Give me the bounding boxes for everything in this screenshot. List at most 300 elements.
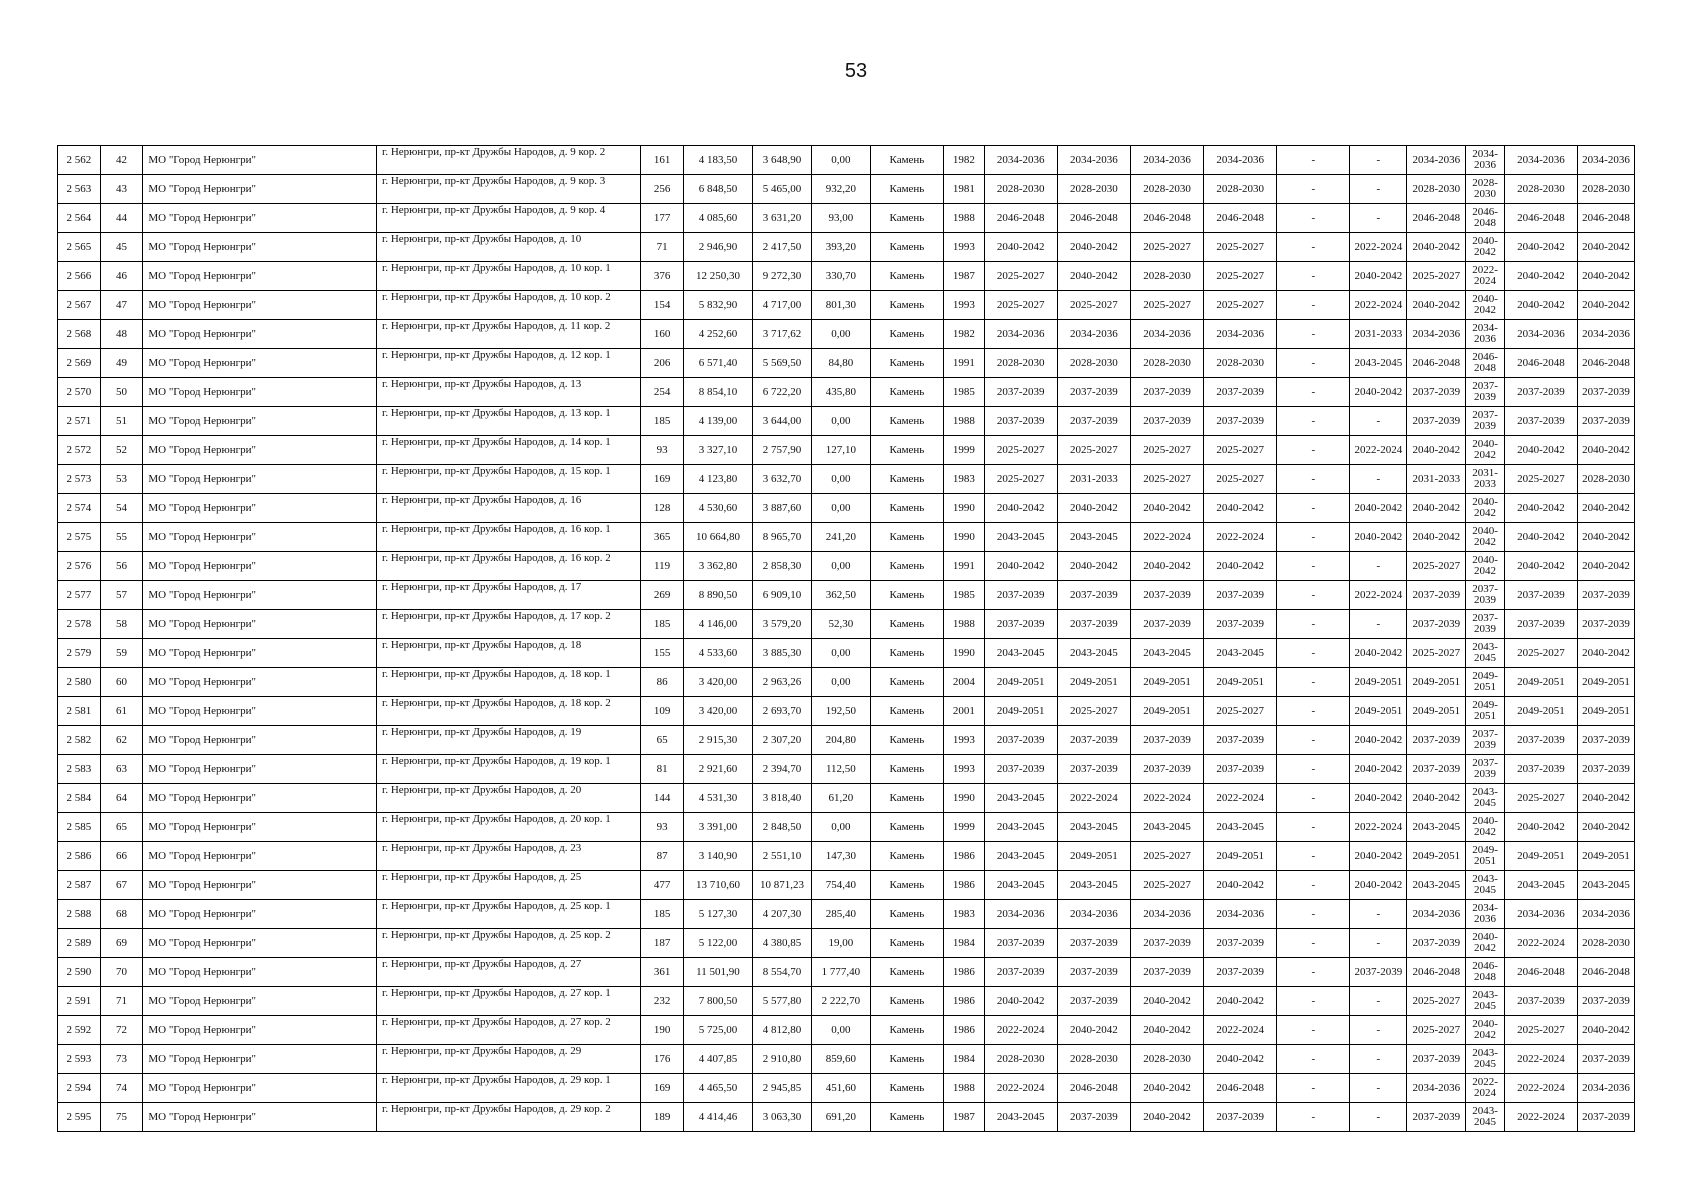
- period-4-cell: 2049-2051: [1204, 668, 1277, 697]
- period-6-cell: -: [1350, 1016, 1407, 1045]
- period-5-cell: -: [1277, 262, 1350, 291]
- period-6-cell: 2040-2042: [1350, 871, 1407, 900]
- wall-material-cell: Камень: [870, 610, 943, 639]
- nonliving-area-cell: 0,00: [811, 1016, 870, 1045]
- living-area-cell: 5 465,00: [753, 175, 812, 204]
- nonliving-area-cell: 0,00: [811, 639, 870, 668]
- mo-name-cell: МО "Город Нерюнгри": [143, 175, 377, 204]
- address-cell: г. Нерюнгри, пр-кт Дружбы Народов, д. 25: [377, 871, 641, 900]
- period-10-cell: 2037-2039: [1578, 987, 1635, 1016]
- build-year-cell: 1993: [944, 726, 985, 755]
- period-8-cell: 2034-2036: [1466, 900, 1505, 929]
- table-row: [58, 1045, 1635, 1074]
- total-area-cell: 4 414,46: [683, 1103, 752, 1132]
- period-2-cell: 2028-2030: [1057, 175, 1130, 204]
- period-2-cell: 2037-2039: [1057, 378, 1130, 407]
- period-10-cell: 2034-2036: [1578, 320, 1635, 349]
- address-cell: г. Нерюнгри, пр-кт Дружбы Народов, д. 13: [377, 378, 641, 407]
- period-8-cell: 2040-2042: [1466, 552, 1505, 581]
- period-8-cell: 2040-2042: [1466, 929, 1505, 958]
- build-year-cell: 1990: [944, 639, 985, 668]
- period-7-cell: 2037-2039: [1407, 1103, 1466, 1132]
- period-9-cell: 2049-2051: [1504, 697, 1577, 726]
- wall-material-cell: Камень: [870, 900, 943, 929]
- nonliving-area-cell: 754,40: [811, 871, 870, 900]
- period-8-cell: 2046-2048: [1466, 958, 1505, 987]
- period-2-cell: 2040-2042: [1057, 552, 1130, 581]
- period-9-cell: 2040-2042: [1504, 523, 1577, 552]
- period-8-cell: 2040-2042: [1466, 494, 1505, 523]
- period-1-cell: 2028-2030: [984, 349, 1057, 378]
- residents-count-cell: 109: [641, 697, 684, 726]
- nonliving-area-cell: 451,60: [811, 1074, 870, 1103]
- period-2-cell: 2037-2039: [1057, 755, 1130, 784]
- period-5-cell: -: [1277, 726, 1350, 755]
- total-area-cell: 13 710,60: [683, 871, 752, 900]
- total-area-cell: 3 420,00: [683, 697, 752, 726]
- table-row: [58, 320, 1635, 349]
- period-3-cell: 2040-2042: [1130, 987, 1203, 1016]
- period-1-cell: 2037-2039: [984, 407, 1057, 436]
- period-2-cell: 2031-2033: [1057, 465, 1130, 494]
- total-area-cell: 4 123,80: [683, 465, 752, 494]
- period-8-cell: 2046-2048: [1466, 204, 1505, 233]
- table-row: [58, 987, 1635, 1016]
- period-9-cell: 2049-2051: [1504, 668, 1577, 697]
- build-year-cell: 1985: [944, 581, 985, 610]
- nonliving-area-cell: 691,20: [811, 1103, 870, 1132]
- nonliving-area-cell: 84,80: [811, 349, 870, 378]
- mo-name-cell: МО "Город Нерюнгри": [143, 146, 377, 175]
- row-index-cell: 71: [100, 987, 143, 1016]
- period-4-cell: 2043-2045: [1204, 639, 1277, 668]
- period-2-cell: 2037-2039: [1057, 726, 1130, 755]
- period-4-cell: 2037-2039: [1204, 755, 1277, 784]
- row-number-cell: 2 563: [58, 175, 101, 204]
- build-year-cell: 1986: [944, 842, 985, 871]
- address-cell: г. Нерюнгри, пр-кт Дружбы Народов, д. 14 кор. 1: [377, 436, 641, 465]
- wall-material-cell: Камень: [870, 233, 943, 262]
- residents-count-cell: 65: [641, 726, 684, 755]
- period-4-cell: 2034-2036: [1204, 320, 1277, 349]
- period-3-cell: 2028-2030: [1130, 262, 1203, 291]
- row-number-cell: 2 592: [58, 1016, 101, 1045]
- residents-count-cell: 87: [641, 842, 684, 871]
- period-1-cell: 2040-2042: [984, 987, 1057, 1016]
- build-year-cell: 1988: [944, 1074, 985, 1103]
- nonliving-area-cell: 859,60: [811, 1045, 870, 1074]
- period-9-cell: 2037-2039: [1504, 407, 1577, 436]
- period-9-cell: 2040-2042: [1504, 436, 1577, 465]
- period-1-cell: 2028-2030: [984, 175, 1057, 204]
- row-index-cell: 51: [100, 407, 143, 436]
- row-index-cell: 68: [100, 900, 143, 929]
- row-index-cell: 74: [100, 1074, 143, 1103]
- mo-name-cell: МО "Город Нерюнгри": [143, 610, 377, 639]
- period-9-cell: 2040-2042: [1504, 262, 1577, 291]
- total-area-cell: 2 946,90: [683, 233, 752, 262]
- period-5-cell: -: [1277, 668, 1350, 697]
- period-2-cell: 2037-2039: [1057, 581, 1130, 610]
- wall-material-cell: Камень: [870, 842, 943, 871]
- period-1-cell: 2034-2036: [984, 900, 1057, 929]
- mo-name-cell: МО "Город Нерюнгри": [143, 726, 377, 755]
- mo-name-cell: МО "Город Нерюнгри": [143, 842, 377, 871]
- period-3-cell: 2022-2024: [1130, 523, 1203, 552]
- residents-count-cell: 254: [641, 378, 684, 407]
- row-number-cell: 2 577: [58, 581, 101, 610]
- period-1-cell: 2037-2039: [984, 958, 1057, 987]
- period-9-cell: 2028-2030: [1504, 175, 1577, 204]
- row-index-cell: 52: [100, 436, 143, 465]
- period-7-cell: 2037-2039: [1407, 929, 1466, 958]
- total-area-cell: 5 725,00: [683, 1016, 752, 1045]
- row-index-cell: 48: [100, 320, 143, 349]
- address-cell: г. Нерюнгри, пр-кт Дружбы Народов, д. 29: [377, 1045, 641, 1074]
- total-area-cell: 3 420,00: [683, 668, 752, 697]
- mo-name-cell: МО "Город Нерюнгри": [143, 262, 377, 291]
- residents-count-cell: 176: [641, 1045, 684, 1074]
- period-8-cell: 2022-2024: [1466, 262, 1505, 291]
- living-area-cell: 3 632,70: [753, 465, 812, 494]
- living-area-cell: 2 693,70: [753, 697, 812, 726]
- period-5-cell: -: [1277, 697, 1350, 726]
- period-4-cell: 2037-2039: [1204, 929, 1277, 958]
- living-area-cell: 9 272,30: [753, 262, 812, 291]
- residents-count-cell: 154: [641, 291, 684, 320]
- build-year-cell: 1988: [944, 610, 985, 639]
- mo-name-cell: МО "Город Нерюнгри": [143, 639, 377, 668]
- build-year-cell: 1985: [944, 378, 985, 407]
- table-row: [58, 523, 1635, 552]
- build-year-cell: 1984: [944, 929, 985, 958]
- total-area-cell: 5 122,00: [683, 929, 752, 958]
- period-6-cell: 2022-2024: [1350, 291, 1407, 320]
- period-9-cell: 2022-2024: [1504, 929, 1577, 958]
- period-8-cell: 2037-2039: [1466, 581, 1505, 610]
- period-7-cell: 2046-2048: [1407, 958, 1466, 987]
- period-6-cell: 2040-2042: [1350, 378, 1407, 407]
- period-6-cell: -: [1350, 465, 1407, 494]
- period-10-cell: 2043-2045: [1578, 871, 1635, 900]
- period-6-cell: -: [1350, 552, 1407, 581]
- total-area-cell: 6 571,40: [683, 349, 752, 378]
- period-8-cell: 2049-2051: [1466, 842, 1505, 871]
- period-8-cell: 2040-2042: [1466, 523, 1505, 552]
- living-area-cell: 3 887,60: [753, 494, 812, 523]
- period-8-cell: 2043-2045: [1466, 1045, 1505, 1074]
- row-number-cell: 2 566: [58, 262, 101, 291]
- period-4-cell: 2037-2039: [1204, 726, 1277, 755]
- mo-name-cell: МО "Город Нерюнгри": [143, 407, 377, 436]
- living-area-cell: 2 910,80: [753, 1045, 812, 1074]
- residents-count-cell: 93: [641, 813, 684, 842]
- row-index-cell: 47: [100, 291, 143, 320]
- period-9-cell: 2043-2045: [1504, 871, 1577, 900]
- period-3-cell: 2040-2042: [1130, 494, 1203, 523]
- wall-material-cell: Камень: [870, 639, 943, 668]
- period-4-cell: 2022-2024: [1204, 1016, 1277, 1045]
- period-7-cell: 2025-2027: [1407, 552, 1466, 581]
- mo-name-cell: МО "Город Нерюнгри": [143, 204, 377, 233]
- nonliving-area-cell: 0,00: [811, 668, 870, 697]
- total-area-cell: 4 530,60: [683, 494, 752, 523]
- period-10-cell: 2034-2036: [1578, 146, 1635, 175]
- nonliving-area-cell: 19,00: [811, 929, 870, 958]
- period-1-cell: 2043-2045: [984, 784, 1057, 813]
- total-area-cell: 4 085,60: [683, 204, 752, 233]
- row-number-cell: 2 575: [58, 523, 101, 552]
- period-10-cell: 2046-2048: [1578, 349, 1635, 378]
- row-index-cell: 69: [100, 929, 143, 958]
- living-area-cell: 2 394,70: [753, 755, 812, 784]
- period-7-cell: 2040-2042: [1407, 784, 1466, 813]
- period-2-cell: 2034-2036: [1057, 146, 1130, 175]
- wall-material-cell: Камень: [870, 204, 943, 233]
- period-6-cell: 2022-2024: [1350, 436, 1407, 465]
- period-10-cell: 2037-2039: [1578, 755, 1635, 784]
- period-5-cell: -: [1277, 755, 1350, 784]
- build-year-cell: 1999: [944, 813, 985, 842]
- period-10-cell: 2037-2039: [1578, 726, 1635, 755]
- period-6-cell: -: [1350, 929, 1407, 958]
- mo-name-cell: МО "Город Нерюнгри": [143, 784, 377, 813]
- total-area-cell: 3 327,10: [683, 436, 752, 465]
- period-4-cell: 2040-2042: [1204, 1045, 1277, 1074]
- wall-material-cell: Камень: [870, 958, 943, 987]
- build-year-cell: 1999: [944, 436, 985, 465]
- mo-name-cell: МО "Город Нерюнгри": [143, 668, 377, 697]
- period-3-cell: 2034-2036: [1130, 146, 1203, 175]
- row-number-cell: 2 585: [58, 813, 101, 842]
- row-number-cell: 2 590: [58, 958, 101, 987]
- living-area-cell: 2 417,50: [753, 233, 812, 262]
- wall-material-cell: Камень: [870, 726, 943, 755]
- residents-count-cell: 232: [641, 987, 684, 1016]
- period-9-cell: 2040-2042: [1504, 291, 1577, 320]
- address-cell: г. Нерюнгри, пр-кт Дружбы Народов, д. 18 кор. 2: [377, 697, 641, 726]
- period-7-cell: 2037-2039: [1407, 378, 1466, 407]
- period-10-cell: 2028-2030: [1578, 175, 1635, 204]
- residents-count-cell: 119: [641, 552, 684, 581]
- wall-material-cell: Камень: [870, 1045, 943, 1074]
- table-row: [58, 726, 1635, 755]
- period-7-cell: 2037-2039: [1407, 726, 1466, 755]
- period-6-cell: -: [1350, 1103, 1407, 1132]
- period-8-cell: 2022-2024: [1466, 1074, 1505, 1103]
- period-1-cell: 2025-2027: [984, 436, 1057, 465]
- address-cell: г. Нерюнгри, пр-кт Дружбы Народов, д. 29 кор. 1: [377, 1074, 641, 1103]
- period-5-cell: -: [1277, 813, 1350, 842]
- build-year-cell: 1990: [944, 494, 985, 523]
- row-index-cell: 72: [100, 1016, 143, 1045]
- period-8-cell: 2043-2045: [1466, 784, 1505, 813]
- period-10-cell: 2040-2042: [1578, 784, 1635, 813]
- address-cell: г. Нерюнгри, пр-кт Дружбы Народов, д. 16 кор. 1: [377, 523, 641, 552]
- residents-count-cell: 376: [641, 262, 684, 291]
- nonliving-area-cell: 192,50: [811, 697, 870, 726]
- period-10-cell: 2046-2048: [1578, 204, 1635, 233]
- period-6-cell: 2043-2045: [1350, 349, 1407, 378]
- mo-name-cell: МО "Город Нерюнгри": [143, 900, 377, 929]
- row-index-cell: 46: [100, 262, 143, 291]
- period-10-cell: 2040-2042: [1578, 523, 1635, 552]
- period-4-cell: 2040-2042: [1204, 494, 1277, 523]
- period-5-cell: -: [1277, 987, 1350, 1016]
- living-area-cell: 6 909,10: [753, 581, 812, 610]
- period-7-cell: 2037-2039: [1407, 1045, 1466, 1074]
- row-number-cell: 2 568: [58, 320, 101, 349]
- period-1-cell: 2040-2042: [984, 552, 1057, 581]
- period-2-cell: 2046-2048: [1057, 204, 1130, 233]
- table-row: [58, 175, 1635, 204]
- period-10-cell: 2034-2036: [1578, 900, 1635, 929]
- residents-count-cell: 365: [641, 523, 684, 552]
- period-2-cell: 2049-2051: [1057, 842, 1130, 871]
- period-9-cell: 2037-2039: [1504, 987, 1577, 1016]
- row-index-cell: 57: [100, 581, 143, 610]
- build-year-cell: 1987: [944, 262, 985, 291]
- total-area-cell: 7 800,50: [683, 987, 752, 1016]
- residents-count-cell: 185: [641, 407, 684, 436]
- living-area-cell: 3 644,00: [753, 407, 812, 436]
- wall-material-cell: Камень: [870, 581, 943, 610]
- period-8-cell: 2031-2033: [1466, 465, 1505, 494]
- period-10-cell: 2040-2042: [1578, 262, 1635, 291]
- period-6-cell: 2040-2042: [1350, 842, 1407, 871]
- period-6-cell: 2040-2042: [1350, 726, 1407, 755]
- row-index-cell: 59: [100, 639, 143, 668]
- period-10-cell: 2037-2039: [1578, 378, 1635, 407]
- nonliving-area-cell: 127,10: [811, 436, 870, 465]
- wall-material-cell: Камень: [870, 1103, 943, 1132]
- living-area-cell: 3 885,30: [753, 639, 812, 668]
- residents-count-cell: 128: [641, 494, 684, 523]
- address-cell: г. Нерюнгри, пр-кт Дружбы Народов, д. 19: [377, 726, 641, 755]
- total-area-cell: 4 146,00: [683, 610, 752, 639]
- living-area-cell: 3 063,30: [753, 1103, 812, 1132]
- residents-count-cell: 361: [641, 958, 684, 987]
- period-7-cell: 2037-2039: [1407, 610, 1466, 639]
- period-4-cell: 2037-2039: [1204, 1103, 1277, 1132]
- period-6-cell: 2040-2042: [1350, 262, 1407, 291]
- living-area-cell: 5 577,80: [753, 987, 812, 1016]
- period-9-cell: 2037-2039: [1504, 610, 1577, 639]
- living-area-cell: 3 818,40: [753, 784, 812, 813]
- period-6-cell: 2049-2051: [1350, 697, 1407, 726]
- address-cell: г. Нерюнгри, пр-кт Дружбы Народов, д. 15 кор. 1: [377, 465, 641, 494]
- period-4-cell: 2037-2039: [1204, 610, 1277, 639]
- period-3-cell: 2028-2030: [1130, 349, 1203, 378]
- period-2-cell: 2025-2027: [1057, 697, 1130, 726]
- address-cell: г. Нерюнгри, пр-кт Дружбы Народов, д. 10 кор. 2: [377, 291, 641, 320]
- period-5-cell: -: [1277, 842, 1350, 871]
- total-area-cell: 4 139,00: [683, 407, 752, 436]
- wall-material-cell: Камень: [870, 378, 943, 407]
- address-cell: г. Нерюнгри, пр-кт Дружбы Народов, д. 27: [377, 958, 641, 987]
- mo-name-cell: МО "Город Нерюнгри": [143, 958, 377, 987]
- table-row: [58, 494, 1635, 523]
- living-area-cell: 6 722,20: [753, 378, 812, 407]
- period-10-cell: 2040-2042: [1578, 494, 1635, 523]
- total-area-cell: 2 921,60: [683, 755, 752, 784]
- living-area-cell: 2 551,10: [753, 842, 812, 871]
- period-4-cell: 2025-2027: [1204, 233, 1277, 262]
- nonliving-area-cell: 0,00: [811, 813, 870, 842]
- mo-name-cell: МО "Город Нерюнгри": [143, 552, 377, 581]
- build-year-cell: 1986: [944, 987, 985, 1016]
- table-row: [58, 697, 1635, 726]
- wall-material-cell: Камень: [870, 1074, 943, 1103]
- living-area-cell: 2 757,90: [753, 436, 812, 465]
- residents-count-cell: 71: [641, 233, 684, 262]
- nonliving-area-cell: 393,20: [811, 233, 870, 262]
- nonliving-area-cell: 241,20: [811, 523, 870, 552]
- table-row: [58, 465, 1635, 494]
- period-1-cell: 2049-2051: [984, 668, 1057, 697]
- period-5-cell: -: [1277, 784, 1350, 813]
- period-6-cell: -: [1350, 610, 1407, 639]
- period-6-cell: 2040-2042: [1350, 784, 1407, 813]
- period-7-cell: 2025-2027: [1407, 262, 1466, 291]
- period-6-cell: -: [1350, 987, 1407, 1016]
- row-index-cell: 42: [100, 146, 143, 175]
- address-cell: г. Нерюнгри, пр-кт Дружбы Народов, д. 20: [377, 784, 641, 813]
- period-2-cell: 2034-2036: [1057, 320, 1130, 349]
- period-8-cell: 2037-2039: [1466, 755, 1505, 784]
- period-8-cell: 2040-2042: [1466, 813, 1505, 842]
- period-4-cell: 2046-2048: [1204, 204, 1277, 233]
- period-3-cell: 2037-2039: [1130, 407, 1203, 436]
- period-7-cell: 2025-2027: [1407, 639, 1466, 668]
- build-year-cell: 1990: [944, 523, 985, 552]
- period-9-cell: 2037-2039: [1504, 378, 1577, 407]
- total-area-cell: 11 501,90: [683, 958, 752, 987]
- table-row: [58, 233, 1635, 262]
- address-cell: г. Нерюнгри, пр-кт Дружбы Народов, д. 25 кор. 1: [377, 900, 641, 929]
- period-2-cell: 2037-2039: [1057, 1103, 1130, 1132]
- period-7-cell: 2037-2039: [1407, 581, 1466, 610]
- nonliving-area-cell: 0,00: [811, 407, 870, 436]
- period-9-cell: 2040-2042: [1504, 494, 1577, 523]
- period-3-cell: 2043-2045: [1130, 639, 1203, 668]
- nonliving-area-cell: 0,00: [811, 320, 870, 349]
- period-10-cell: 2028-2030: [1578, 929, 1635, 958]
- row-number-cell: 2 581: [58, 697, 101, 726]
- period-3-cell: 2043-2045: [1130, 813, 1203, 842]
- table-row: [58, 349, 1635, 378]
- nonliving-area-cell: 204,80: [811, 726, 870, 755]
- period-4-cell: 2022-2024: [1204, 523, 1277, 552]
- period-9-cell: 2037-2039: [1504, 581, 1577, 610]
- residents-count-cell: 155: [641, 639, 684, 668]
- address-cell: г. Нерюнгри, пр-кт Дружбы Народов, д. 18 кор. 1: [377, 668, 641, 697]
- address-cell: г. Нерюнгри, пр-кт Дружбы Народов, д. 11 кор. 2: [377, 320, 641, 349]
- period-1-cell: 2034-2036: [984, 320, 1057, 349]
- residents-count-cell: 160: [641, 320, 684, 349]
- period-6-cell: -: [1350, 204, 1407, 233]
- living-area-cell: 8 554,70: [753, 958, 812, 987]
- period-1-cell: 2037-2039: [984, 726, 1057, 755]
- period-9-cell: 2046-2048: [1504, 204, 1577, 233]
- period-6-cell: 2040-2042: [1350, 494, 1407, 523]
- period-3-cell: 2037-2039: [1130, 378, 1203, 407]
- period-7-cell: 2049-2051: [1407, 842, 1466, 871]
- period-4-cell: 2034-2036: [1204, 900, 1277, 929]
- residents-count-cell: 190: [641, 1016, 684, 1045]
- period-8-cell: 2037-2039: [1466, 610, 1505, 639]
- period-9-cell: 2040-2042: [1504, 233, 1577, 262]
